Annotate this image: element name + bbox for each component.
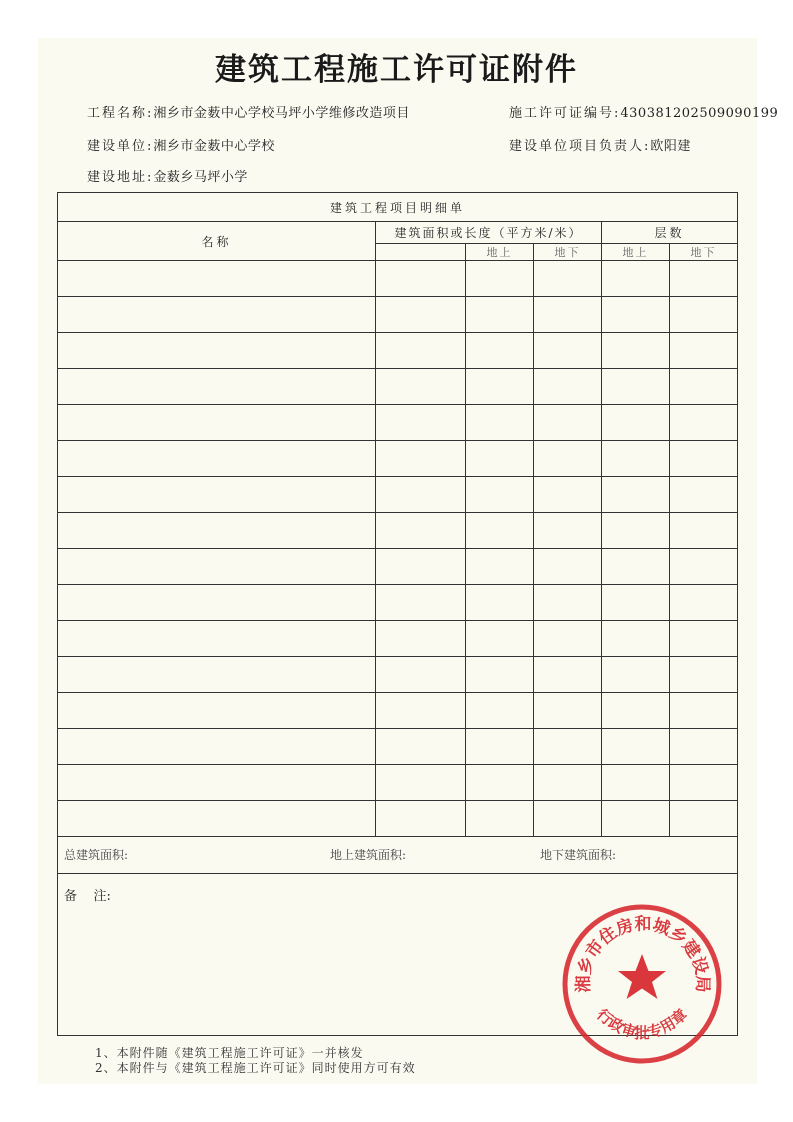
table-cell (466, 729, 534, 765)
table-cell (376, 801, 466, 837)
table-cell (602, 765, 670, 801)
table-cell (602, 801, 670, 837)
below-area-label: 地下建筑面积: (540, 848, 617, 862)
table-cell (602, 657, 670, 693)
table-row (58, 729, 738, 765)
remarks-label: 备 注: (64, 888, 111, 904)
table-cell (58, 621, 376, 657)
table-cell (602, 405, 670, 441)
table-cell (670, 657, 738, 693)
permit-no-value: 430381202509090199 (620, 106, 779, 121)
table-cell (534, 801, 602, 837)
table-cell (670, 801, 738, 837)
table-cell (670, 549, 738, 585)
area-above-sub: 地上 (466, 244, 534, 261)
table-cell (466, 333, 534, 369)
table-cell (58, 477, 376, 513)
table-cell (466, 693, 534, 729)
col-floors-header: 层数 (602, 222, 738, 244)
permit-no-row (509, 102, 778, 121)
table-cell (58, 693, 376, 729)
official-seal (560, 902, 724, 1066)
table-cell (534, 513, 602, 549)
table-cell (58, 801, 376, 837)
table-row (58, 261, 738, 297)
table-cell (58, 585, 376, 621)
table-cell (670, 333, 738, 369)
table-cell (58, 261, 376, 297)
table-cell (602, 729, 670, 765)
seal-text-top: 湘乡市住房和城乡建设局 (573, 914, 713, 993)
table-cell (670, 729, 738, 765)
table-cell (376, 765, 466, 801)
address-value: 金薮乡马坪小学 (153, 170, 248, 185)
table-row (58, 621, 738, 657)
table-row (58, 549, 738, 585)
area-blank-sub (376, 244, 466, 261)
table-cell (58, 549, 376, 585)
table-cell (58, 333, 376, 369)
builder-value: 湘乡市金薮中心学校 (153, 139, 275, 154)
table-cell (534, 549, 602, 585)
table-cell (376, 261, 466, 297)
table-row (58, 333, 738, 369)
table-cell (376, 405, 466, 441)
project-name-label: 工程名称: (87, 106, 154, 121)
table-cell (376, 513, 466, 549)
builder-label: 建设单位: (87, 139, 154, 154)
table-row (58, 297, 738, 333)
table-row (58, 657, 738, 693)
table-cell (376, 441, 466, 477)
table-cell (466, 765, 534, 801)
table-cell (534, 369, 602, 405)
table-cell (58, 405, 376, 441)
table-cell (670, 477, 738, 513)
note-2: 2、本附件与《建筑工程施工许可证》同时使用方可有效 (95, 1061, 416, 1075)
total-area-label: 总建筑面积: (64, 848, 129, 862)
table-cell (670, 405, 738, 441)
table-row (58, 765, 738, 801)
owner-rep-value: 欧阳建 (650, 139, 691, 154)
table-cell (376, 621, 466, 657)
table-row (58, 477, 738, 513)
table-cell (58, 369, 376, 405)
table-cell (466, 657, 534, 693)
seal-text-bottom: 行政审批专用章 (593, 1005, 691, 1042)
table-cell (376, 729, 466, 765)
table-cell (534, 657, 602, 693)
table-cell (466, 441, 534, 477)
table-cell (534, 585, 602, 621)
table-cell (602, 585, 670, 621)
table-cell (534, 261, 602, 297)
table-cell (534, 621, 602, 657)
above-area-label: 地上建筑面积: (330, 848, 407, 862)
table-cell (376, 693, 466, 729)
table-cell (376, 549, 466, 585)
table-cell (466, 261, 534, 297)
table-cell (58, 297, 376, 333)
table-row (58, 585, 738, 621)
table-cell (466, 477, 534, 513)
table-cell (670, 585, 738, 621)
table-cell (534, 297, 602, 333)
table-cell (670, 369, 738, 405)
table-cell (602, 369, 670, 405)
table-row (58, 801, 738, 837)
document-title: 建筑工程施工许可证附件 (215, 52, 578, 88)
table-cell (58, 513, 376, 549)
table-row (58, 369, 738, 405)
table-cell (534, 333, 602, 369)
table-cell (58, 657, 376, 693)
table-cell (602, 441, 670, 477)
table-cell (670, 261, 738, 297)
table-row (58, 441, 738, 477)
table-cell (670, 513, 738, 549)
table-cell (670, 297, 738, 333)
table-cell (376, 333, 466, 369)
table-cell (58, 729, 376, 765)
table-cell (602, 621, 670, 657)
table-cell (534, 405, 602, 441)
table-cell (602, 297, 670, 333)
note-1: 1、本附件随《建筑工程施工许可证》一并核发 (95, 1046, 364, 1060)
table-cell (466, 405, 534, 441)
table-cell (670, 441, 738, 477)
col-area-header: 建筑面积或长度（平方米/米） (376, 222, 602, 244)
address-label: 建设地址: (87, 170, 154, 185)
table-cell (534, 765, 602, 801)
table-cell (376, 369, 466, 405)
table-cell (466, 297, 534, 333)
table-cell (466, 513, 534, 549)
table-cell (466, 549, 534, 585)
project-name-value: 湘乡市金薮中心学校马坪小学维修改造项目 (153, 106, 410, 121)
table-row (58, 693, 738, 729)
table-cell (534, 441, 602, 477)
table-row (58, 513, 738, 549)
project-name-row (87, 102, 410, 121)
floors-below-sub: 地下 (670, 244, 738, 261)
table-cell (534, 477, 602, 513)
table-caption: 建筑工程项目明细单 (58, 193, 738, 222)
permit-no-label: 施工许可证编号: (509, 106, 621, 121)
table-cell (376, 585, 466, 621)
table-cell (602, 477, 670, 513)
table-cell (376, 297, 466, 333)
area-below-sub: 地下 (534, 244, 602, 261)
col-name-header: 名称 (58, 222, 376, 261)
table-cell (670, 765, 738, 801)
table-cell (602, 333, 670, 369)
table-cell (602, 693, 670, 729)
table-cell (602, 513, 670, 549)
table-cell (602, 261, 670, 297)
table-cell (534, 729, 602, 765)
table-cell (602, 549, 670, 585)
builder-row (87, 135, 275, 154)
table-cell (670, 693, 738, 729)
table-cell (466, 369, 534, 405)
table-cell (670, 621, 738, 657)
table-cell (466, 801, 534, 837)
table-cell (376, 477, 466, 513)
table-cell (58, 441, 376, 477)
table-cell (466, 585, 534, 621)
table-row (58, 405, 738, 441)
table-cell (58, 765, 376, 801)
owner-rep-label: 建设单位项目负责人: (509, 139, 651, 154)
address-row (87, 166, 248, 185)
table-cell (534, 693, 602, 729)
floors-above-sub: 地上 (602, 244, 670, 261)
owner-rep-row (509, 135, 691, 154)
table-cell (466, 621, 534, 657)
table-cell (376, 657, 466, 693)
seal-star-icon (618, 954, 666, 999)
